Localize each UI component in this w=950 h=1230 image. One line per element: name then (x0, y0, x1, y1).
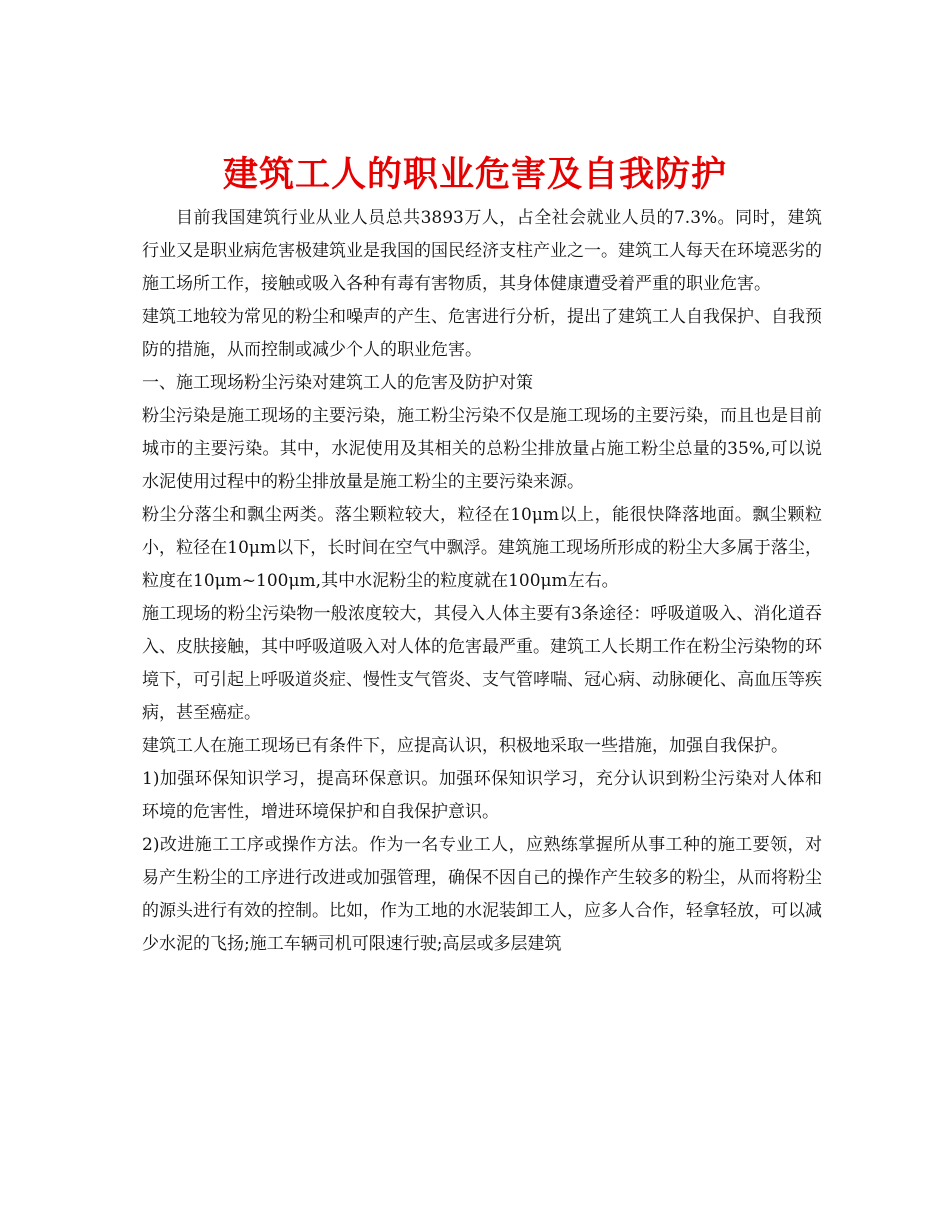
document-body (142, 202, 822, 961)
document-title: 建筑工人的职业危害及自我防护 (222, 154, 727, 196)
paragraph-analysis: 建筑工地较为常见的粉尘和噪声的产生、危害进行分析，提出了建筑工人自我保护、自我预防的措施，从而控制或减少个人的职业危害。 (142, 307, 822, 360)
paragraph-dust-hazards: 施工现场的粉尘污染物一般浓度较大，其侵入人体主要有3条途径：呼吸道吸入、消化道吞入、皮肤接触，其中呼吸道吸入对人体的危害最严重。建筑工人长期工作在粉尘污染物的环境下，可引起上呼吸道炎症、慢性支气管炎、支气管哮喘、冠心病、动脉硬化、高血压等疾病，甚至癌症。 (142, 604, 822, 723)
section-heading-1: 一、施工现场粉尘污染对建筑工人的危害及防护对策 (142, 373, 533, 393)
list-item-1: 1)加强环保知识学习，提高环保意识。加强环保知识学习，充分认识到粉尘污染对人体和环境的危害性，增进环境保护和自我保护意识。 (142, 769, 822, 822)
list-item-2: 2)改进施工工序或操作方法。作为一名专业工人，应熟练掌握所从事工种的施工要领，对易产生粉尘的工序进行改进或加强管理，确保不因自己的操作产生较多的粉尘，从而将粉尘的源头进行有效的控制。比如，作为工地的水泥装卸工人，应多人合作，轻拿轻放，可以减少水泥的飞扬;施工车辆司机可限速行驶;高层或多层建筑 (142, 835, 822, 954)
paragraph-dust-types: 粉尘分落尘和飘尘两类。落尘颗粒较大，粒径在10μm以上，能很快降落地面。飘尘颗粒小，粒径在10μm以下，长时间在空气中飘浮。建筑施工现场所形成的粉尘大多属于落尘，粒度在10μm~100μm,其中水泥粉尘的粒度就在100μm左右。 (142, 505, 822, 591)
paragraph-dust-pollution: 粉尘污染是施工现场的主要污染，施工粉尘污染不仅是施工现场的主要污染，而且也是目前城市的主要污染。其中，水泥使用及其相关的总粉尘排放量占施工粉尘总量的35%,可以说水泥使用过程中的粉尘排放量是施工粉尘的主要污染来源。 (142, 406, 822, 492)
paragraph-protection-intro: 建筑工人在施工现场已有条件下，应提高认识，积极地采取一些措施，加强自我保护。 (142, 736, 788, 756)
paragraph-intro: 目前我国建筑行业从业人员总共3893万人，占全社会就业人员的7.3%。同时，建筑行业又是职业病危害极建筑业是我国的国民经济支柱产业之一。建筑工人每天在环境恶劣的施工场所工作，接触或吸入各种有毒有害物质，其身体健康遭受着严重的职业危害。 (142, 208, 822, 294)
